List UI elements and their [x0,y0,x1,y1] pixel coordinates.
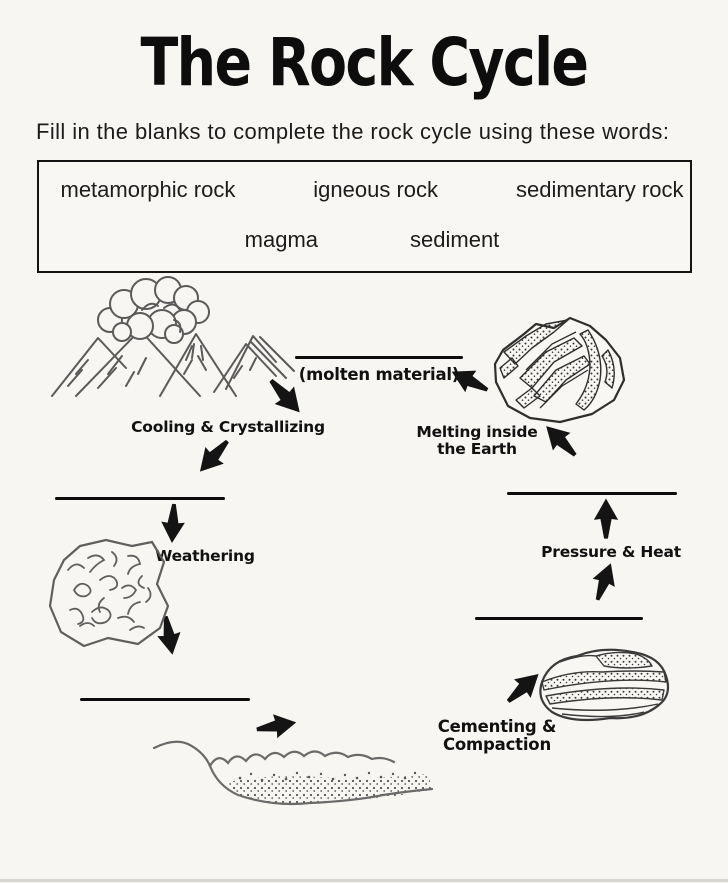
blank-line-metamorphic-position[interactable] [507,492,677,495]
blank-line-molten-material[interactable] [295,356,463,359]
sediment-water-illustration [148,730,440,818]
word-bank-item-magma: magma [244,227,319,252]
scan-edge [0,879,728,882]
pressure-heat-arrow-lower-icon [584,558,624,605]
weathering-label: Weathering [155,547,255,565]
pressure-heat-label: Pressure & Heat [541,543,681,561]
cooling-arrow-icon [189,430,239,481]
molten-material-label: (molten material) [298,365,460,384]
cementing-compaction-label: Cementing & Compaction [437,717,557,755]
melting-inside-earth-label: Melting inside the Earth [416,423,538,459]
cooling-crystallizing-label: Cooling & Crystallizing [131,418,325,436]
blank-line-igneous-position[interactable] [55,497,225,500]
volcano-illustration [46,274,302,420]
word-bank-item-sedimentary-rock: sedimentary rock [515,177,684,202]
word-bank-item-sediment: sediment [410,227,500,252]
word-bank-item-metamorphic-rock: metamorphic rock [60,177,236,202]
pressure-heat-arrow-upper-icon [592,498,620,540]
sedimentary-rock-illustration [532,642,672,730]
blank-line-sediment-position[interactable] [80,698,250,701]
blank-line-sedimentary-position[interactable] [475,617,643,620]
word-bank-item-igneous-rock: igneous rock [313,177,439,202]
igneous-rock-illustration [44,532,178,654]
metamorphic-rock-illustration [488,312,628,430]
page-title: The Rock Cycle [140,24,588,101]
instruction-text: Fill in the blanks to complete the rock cycle using these words: [36,119,670,144]
